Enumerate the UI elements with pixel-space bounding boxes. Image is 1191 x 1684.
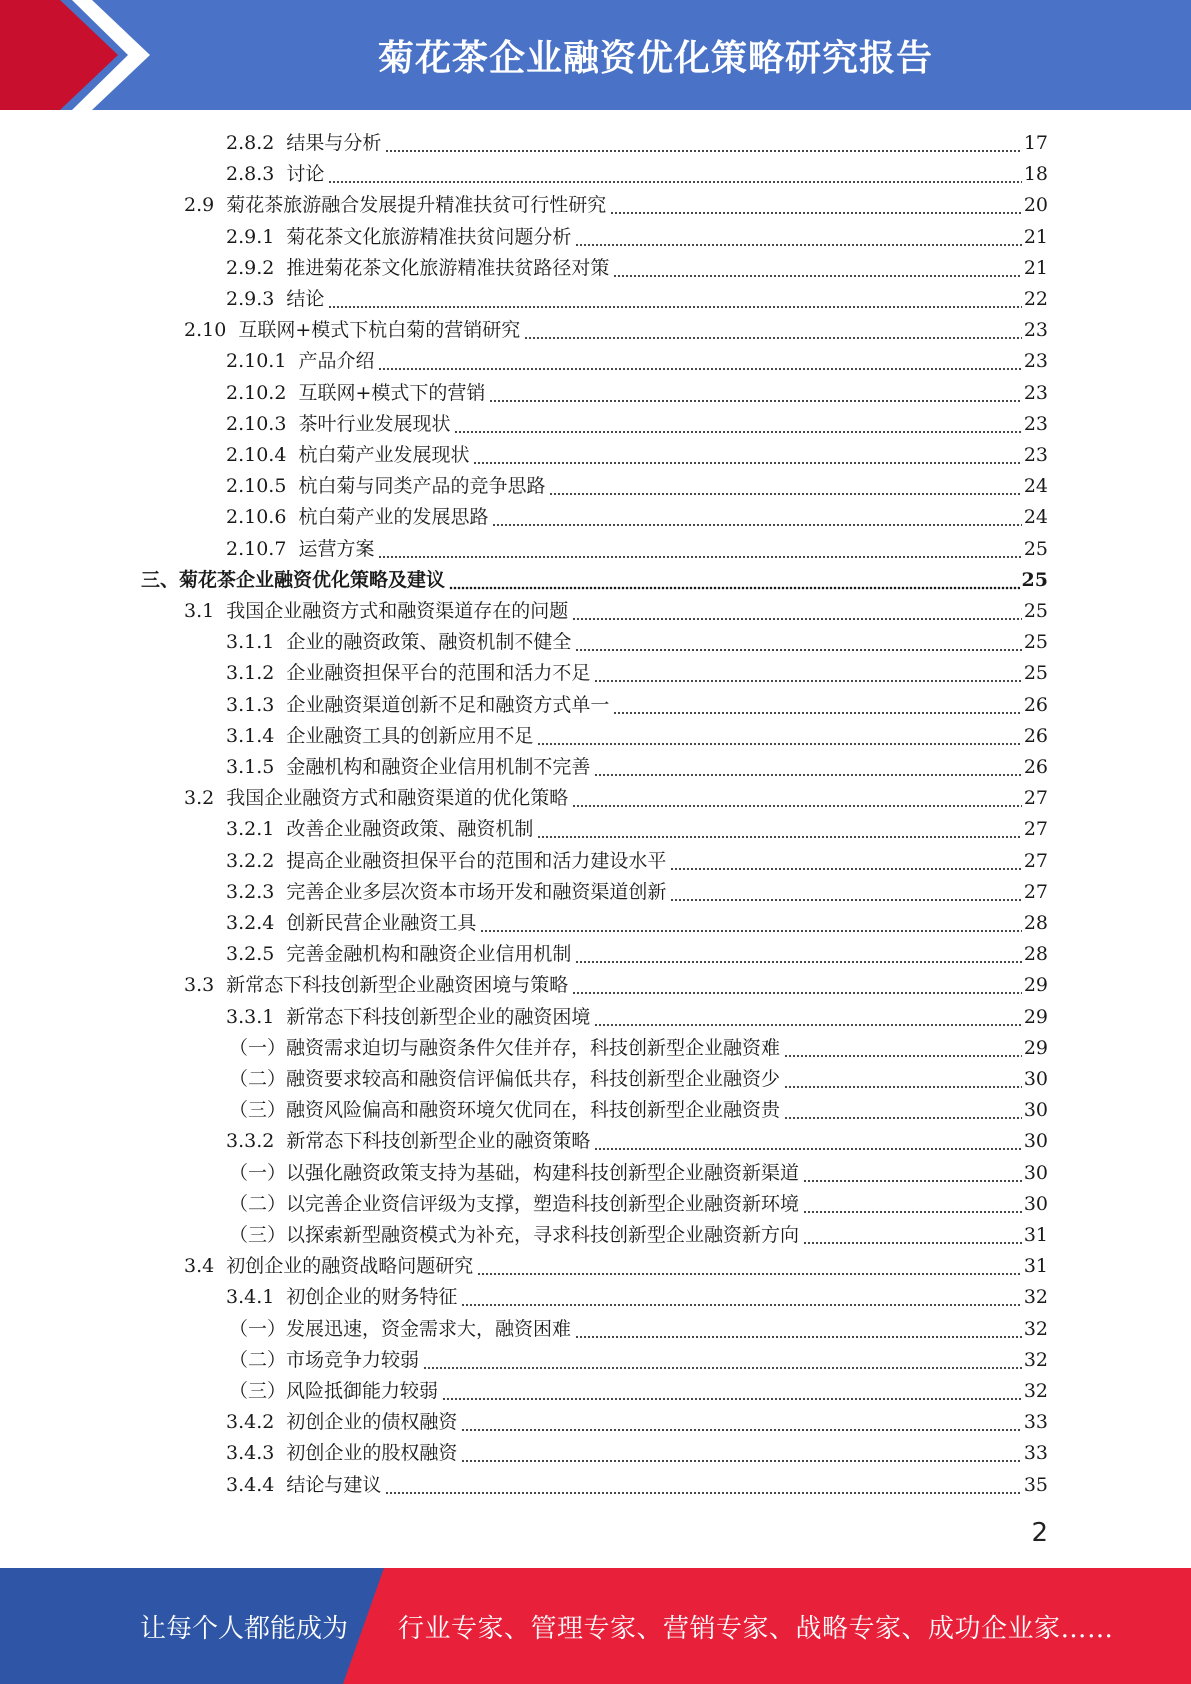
toc-entry-page: 33: [1023, 1411, 1048, 1433]
footer-slogan-right: 行业专家、管理专家、营销专家、战略专家、成功企业家……: [398, 1613, 1114, 1644]
toc-entry-number: 3.4.2: [226, 1411, 275, 1433]
toc-entry-number: 2.9.2: [226, 257, 275, 279]
toc-entry[interactable]: [226, 253, 1048, 284]
header-arrow-decoration: [0, 0, 160, 110]
toc-dot-leader: [461, 1407, 1021, 1438]
toc-entry[interactable]: [229, 1314, 1048, 1345]
toc-entry-page: 23: [1023, 350, 1048, 372]
toc-entry-page: 23: [1023, 319, 1048, 341]
toc-entry-title: 初创企业的融资战略问题研究: [226, 1255, 474, 1277]
toc-entry-page: 31: [1023, 1255, 1048, 1277]
toc-entry-page: 35: [1023, 1474, 1048, 1496]
toc-entry[interactable]: [226, 658, 1048, 689]
toc-dot-leader: [537, 721, 1021, 752]
page-header: [0, 0, 1191, 110]
toc-entry-page: 25: [1023, 662, 1048, 684]
toc-entry[interactable]: [226, 939, 1048, 970]
footer-slogan-left: 让每个人都能成为: [140, 1613, 349, 1644]
toc-entry-page: 23: [1023, 382, 1048, 404]
toc-entry-title: 讨论: [286, 163, 325, 185]
toc-entry[interactable]: [226, 440, 1048, 471]
toc-entry[interactable]: [229, 1345, 1048, 1376]
toc-entry-number: 3.3.2: [226, 1130, 275, 1152]
toc-entry-title: （三）以探索新型融资模式为补充，寻求科技创新型企业融资新方向: [229, 1224, 800, 1246]
toc-entry-page: 27: [1023, 881, 1048, 903]
toc-entry-number: 2.8.3: [226, 163, 275, 185]
toc-entry[interactable]: [226, 471, 1048, 502]
toc-dot-leader: [378, 534, 1021, 565]
toc-entry-number: 2.10.7: [226, 538, 287, 560]
toc-entry-title: （二）以完善企业资信评级为支撑，塑造科技创新型企业融资新环境: [229, 1193, 800, 1215]
toc-entry-page: 30: [1023, 1193, 1048, 1215]
toc-dot-leader: [572, 783, 1022, 814]
toc-entry-number: 2.9: [184, 194, 215, 216]
toc-dot-leader: [328, 159, 1021, 190]
toc-entry-title: 我国企业融资方式和融资渠道的优化策略: [226, 787, 569, 809]
toc-entry-title: 互联网+模式下的营销: [298, 382, 486, 404]
toc-dot-leader: [575, 627, 1021, 658]
toc-entry-page: 28: [1023, 943, 1048, 965]
toc-entry[interactable]: [226, 690, 1048, 721]
toc-dot-leader: [492, 502, 1021, 533]
toc-entry-number: 2.9.1: [226, 226, 275, 248]
toc-entry-number: 3.4.4: [226, 1474, 275, 1496]
toc-entry-number: 2.10.5: [226, 475, 287, 497]
toc-entry-number: 2.10.6: [226, 506, 287, 528]
toc-dot-leader: [803, 1189, 1022, 1220]
toc-entry-page: 25: [1021, 569, 1048, 591]
toc-entry-number: 3.1.5: [226, 756, 275, 778]
toc-entry-page: 28: [1023, 912, 1048, 934]
toc-entry-number: 3.3.1: [226, 1006, 275, 1028]
toc-dot-leader: [328, 284, 1021, 315]
toc-entry-title: 结论与建议: [286, 1474, 382, 1496]
toc-entry-title: 推进菊花茶文化旅游精准扶贫路径对策: [286, 257, 610, 279]
toc-entry-page: 30: [1023, 1162, 1048, 1184]
toc-dot-leader: [378, 346, 1021, 377]
toc-dot-leader: [613, 690, 1021, 721]
toc-entry-page: 17: [1023, 132, 1048, 154]
toc-dot-leader: [594, 658, 1021, 689]
toc-entry-title: 新常态下科技创新型企业融资困境与策略: [226, 974, 569, 996]
toc-dot-leader: [594, 752, 1021, 783]
toc-entry-number: 2.10.4: [226, 444, 287, 466]
toc-entry-page: 27: [1023, 787, 1048, 809]
toc-entry-page: 24: [1023, 475, 1048, 497]
toc-entry-page: 33: [1023, 1442, 1048, 1464]
toc-entry[interactable]: [226, 502, 1048, 533]
toc-entry-page: 32: [1023, 1380, 1048, 1402]
toc-entry-number: 2.10: [184, 319, 227, 341]
toc-entry[interactable]: [226, 1002, 1048, 1033]
toc-dot-leader: [594, 1002, 1021, 1033]
toc-entry-title: 结果与分析: [286, 132, 382, 154]
toc-entry-page: 29: [1023, 974, 1048, 996]
toc-entry[interactable]: [229, 1095, 1048, 1126]
toc-entry[interactable]: [184, 596, 1048, 627]
toc-entry[interactable]: [229, 1033, 1048, 1064]
toc-entry[interactable]: [226, 1438, 1048, 1469]
toc-dot-leader: [803, 1158, 1022, 1189]
toc-entry[interactable]: [229, 1189, 1048, 1220]
toc-entry[interactable]: [226, 721, 1048, 752]
toc-entry[interactable]: [226, 378, 1048, 409]
toc-entry-title: 初创企业的股权融资: [286, 1442, 458, 1464]
toc-entry[interactable]: [226, 346, 1048, 377]
toc-entry-title: 杭白菊产业的发展思路: [298, 506, 489, 528]
toc-entry-title: （二）市场竞争力较弱: [229, 1349, 420, 1371]
toc-entry-title: 我国企业融资方式和融资渠道存在的问题: [226, 600, 569, 622]
toc-entry-title: 初创企业的债权融资: [286, 1411, 458, 1433]
toc-entry-number: 3.4: [184, 1255, 215, 1277]
toc-entry-page: 32: [1023, 1318, 1048, 1340]
toc-entry-title: 完善企业多层次资本市场开发和融资渠道创新: [286, 881, 667, 903]
toc-entry-number: 3.2.1: [226, 818, 275, 840]
toc-entry-title: 改善企业融资政策、融资机制: [286, 818, 534, 840]
toc-entry-number: 3.1.4: [226, 725, 275, 747]
toc-entry-title: （一）以强化融资政策支持为基础，构建科技创新型企业融资新渠道: [229, 1162, 800, 1184]
toc-dot-leader: [473, 440, 1021, 471]
toc-entry[interactable]: [226, 814, 1048, 845]
toc-dot-leader: [594, 1126, 1021, 1157]
toc-entry[interactable]: [229, 1376, 1048, 1407]
toc-dot-leader: [489, 378, 1021, 409]
toc-entry-title: 互联网+模式下杭白菊的营销研究: [238, 319, 521, 341]
page-footer: [0, 1568, 1191, 1684]
toc-dot-leader: [461, 1438, 1021, 1469]
toc-entry[interactable]: [226, 1407, 1048, 1438]
toc-entry[interactable]: [226, 534, 1048, 565]
toc-entry-title: 三、菊花茶企业融资优化策略及建议: [141, 569, 446, 591]
toc-entry[interactable]: [226, 409, 1048, 440]
toc-entry-page: 22: [1023, 288, 1048, 310]
toc-entry-page: 29: [1023, 1006, 1048, 1028]
toc-dot-leader: [670, 846, 1021, 877]
toc-entry-title: 提高企业融资担保平台的范围和活力建设水平: [286, 850, 667, 872]
toc-entry-title: 企业融资担保平台的范围和活力不足: [286, 662, 591, 684]
toc-dot-leader: [524, 315, 1022, 346]
toc-entry-number: 3.2.4: [226, 912, 275, 934]
toc-entry-title: （二）融资要求较高和融资信评偏低共存，科技创新型企业融资少: [229, 1068, 781, 1090]
report-title: 菊花茶企业融资优化策略研究报告: [377, 37, 933, 79]
toc-entry-title: 完善金融机构和融资企业信用机制: [286, 943, 572, 965]
toc-entry-page: 21: [1023, 257, 1048, 279]
toc-entry[interactable]: [184, 970, 1048, 1001]
toc-entry[interactable]: [226, 284, 1048, 315]
toc-entry-title: 菊花茶文化旅游精准扶贫问题分析: [286, 226, 572, 248]
toc-entry[interactable]: [226, 627, 1048, 658]
toc-entry-page: 26: [1023, 694, 1048, 716]
toc-entry-page: 30: [1023, 1130, 1048, 1152]
toc-dot-leader: [575, 222, 1021, 253]
toc-entry[interactable]: [229, 1220, 1048, 1251]
toc-entry-title: 运营方案: [298, 538, 375, 560]
toc-entry-title: （三）风险抵御能力较弱: [229, 1380, 439, 1402]
toc-entry-title: 企业融资工具的创新应用不足: [286, 725, 534, 747]
toc-entry-title: 新常态下科技创新型企业的融资策略: [286, 1130, 591, 1152]
toc-dot-leader: [575, 939, 1021, 970]
toc-dot-leader: [442, 1376, 1022, 1407]
toc-entry-number: 3.2.3: [226, 881, 275, 903]
toc-entry[interactable]: [226, 846, 1048, 877]
toc-entry-page: 31: [1023, 1224, 1048, 1246]
toc-dot-leader: [423, 1345, 1022, 1376]
toc-entry-number: 3.4.3: [226, 1442, 275, 1464]
toc-entry[interactable]: [226, 159, 1048, 190]
toc-entry-page: 18: [1023, 163, 1048, 185]
toc-entry[interactable]: [229, 1064, 1048, 1095]
toc-dot-leader: [572, 970, 1022, 1001]
toc-entry[interactable]: [226, 1470, 1048, 1501]
toc-dot-leader: [477, 1251, 1022, 1282]
toc-entry-number: 3.3: [184, 974, 215, 996]
toc-entry-page: 25: [1023, 538, 1048, 560]
toc-dot-leader: [549, 471, 1021, 502]
toc-dot-leader: [454, 409, 1021, 440]
toc-dot-leader: [610, 190, 1022, 221]
toc-entry-title: 企业融资渠道创新不足和融资方式单一: [286, 694, 610, 716]
toc-entry-number: 3.1.3: [226, 694, 275, 716]
toc-entry-page: 23: [1023, 413, 1048, 435]
toc-entry[interactable]: [226, 752, 1048, 783]
toc-entry-title: （一）发展迅速，资金需求大，融资困难: [229, 1318, 572, 1340]
toc-entry-number: 3.2.5: [226, 943, 275, 965]
toc-entry-number: 2.9.3: [226, 288, 275, 310]
toc-entry-number: 2.10.2: [226, 382, 287, 404]
toc-entry-title: 菊花茶旅游融合发展提升精准扶贫可行性研究: [226, 194, 607, 216]
toc-entry[interactable]: [226, 877, 1048, 908]
toc-dot-leader: [480, 908, 1021, 939]
toc-entry[interactable]: [141, 565, 1048, 596]
toc-entry-title: 初创企业的财务特征: [286, 1286, 458, 1308]
toc-entry-page: 26: [1023, 756, 1048, 778]
toc-entry[interactable]: [184, 190, 1048, 221]
toc-entry-page: 32: [1023, 1286, 1048, 1308]
toc-dot-leader: [537, 814, 1021, 845]
toc-entry-title: 新常态下科技创新型企业的融资困境: [286, 1006, 591, 1028]
toc-dot-leader: [449, 565, 1020, 596]
toc-entry-title: 茶叶行业发展现状: [298, 413, 451, 435]
toc-entry-number: 2.8.2: [226, 132, 275, 154]
toc-entry-page: 30: [1023, 1099, 1048, 1121]
toc-entry-page: 27: [1023, 850, 1048, 872]
toc-entry[interactable]: [184, 1251, 1048, 1282]
toc-dot-leader: [784, 1033, 1022, 1064]
toc-entry-title: （三）融资风险偏高和融资环境欠优同在，科技创新型企业融资贵: [229, 1099, 781, 1121]
toc-dot-leader: [575, 1314, 1022, 1345]
toc-entry-title: 结论: [286, 288, 325, 310]
toc-entry-number: 3.1.1: [226, 631, 275, 653]
toc-entry-page: 25: [1023, 631, 1048, 653]
toc-entry[interactable]: [226, 128, 1048, 159]
toc-dot-leader: [572, 596, 1022, 627]
toc-entry-title: 产品介绍: [298, 350, 375, 372]
toc-dot-leader: [461, 1282, 1021, 1313]
toc-dot-leader: [803, 1220, 1022, 1251]
toc-entry-number: 3.2: [184, 787, 215, 809]
toc-dot-leader: [784, 1095, 1022, 1126]
toc-entry-page: 29: [1023, 1037, 1048, 1059]
toc-entry[interactable]: [184, 315, 1048, 346]
toc-entry-title: 企业的融资政策、融资机制不健全: [286, 631, 572, 653]
toc-entry-number: 3.4.1: [226, 1286, 275, 1308]
toc-entry-title: 杭白菊与同类产品的竞争思路: [298, 475, 546, 497]
toc-entry-number: 2.10.1: [226, 350, 287, 372]
toc-entry-page: 21: [1023, 226, 1048, 248]
toc-dot-leader: [385, 1470, 1021, 1501]
toc-entry-page: 32: [1023, 1349, 1048, 1371]
toc-entry-page: 30: [1023, 1068, 1048, 1090]
toc-entry-title: 创新民营企业融资工具: [286, 912, 477, 934]
toc-entry-number: 3.2.2: [226, 850, 275, 872]
toc-entry-page: 20: [1023, 194, 1048, 216]
toc-entry-page: 27: [1023, 818, 1048, 840]
toc-entry-page: 24: [1023, 506, 1048, 528]
page-number: 2: [1031, 1518, 1048, 1548]
toc-entry-page: 26: [1023, 725, 1048, 747]
toc-entry-page: 25: [1023, 600, 1048, 622]
toc-entry-page: 23: [1023, 444, 1048, 466]
toc-entry[interactable]: [229, 1158, 1048, 1189]
toc-entry-title: 杭白菊产业发展现状: [298, 444, 470, 466]
toc-entry-number: 2.10.3: [226, 413, 287, 435]
toc-entry[interactable]: [226, 908, 1048, 939]
toc-dot-leader: [613, 253, 1021, 284]
toc-dot-leader: [385, 128, 1021, 159]
toc-entry[interactable]: [226, 1126, 1048, 1157]
toc-entry-title: 金融机构和融资企业信用机制不完善: [286, 756, 591, 778]
toc-entry-number: 3.1.2: [226, 662, 275, 684]
toc-dot-leader: [784, 1064, 1022, 1095]
toc-entry-title: （一）融资需求迫切与融资条件欠佳并存，科技创新型企业融资难: [229, 1037, 781, 1059]
toc-entry[interactable]: [184, 783, 1048, 814]
toc-entry-number: 3.1: [184, 600, 215, 622]
toc-entry[interactable]: [226, 1282, 1048, 1313]
toc-dot-leader: [670, 877, 1021, 908]
toc-entry[interactable]: [226, 222, 1048, 253]
